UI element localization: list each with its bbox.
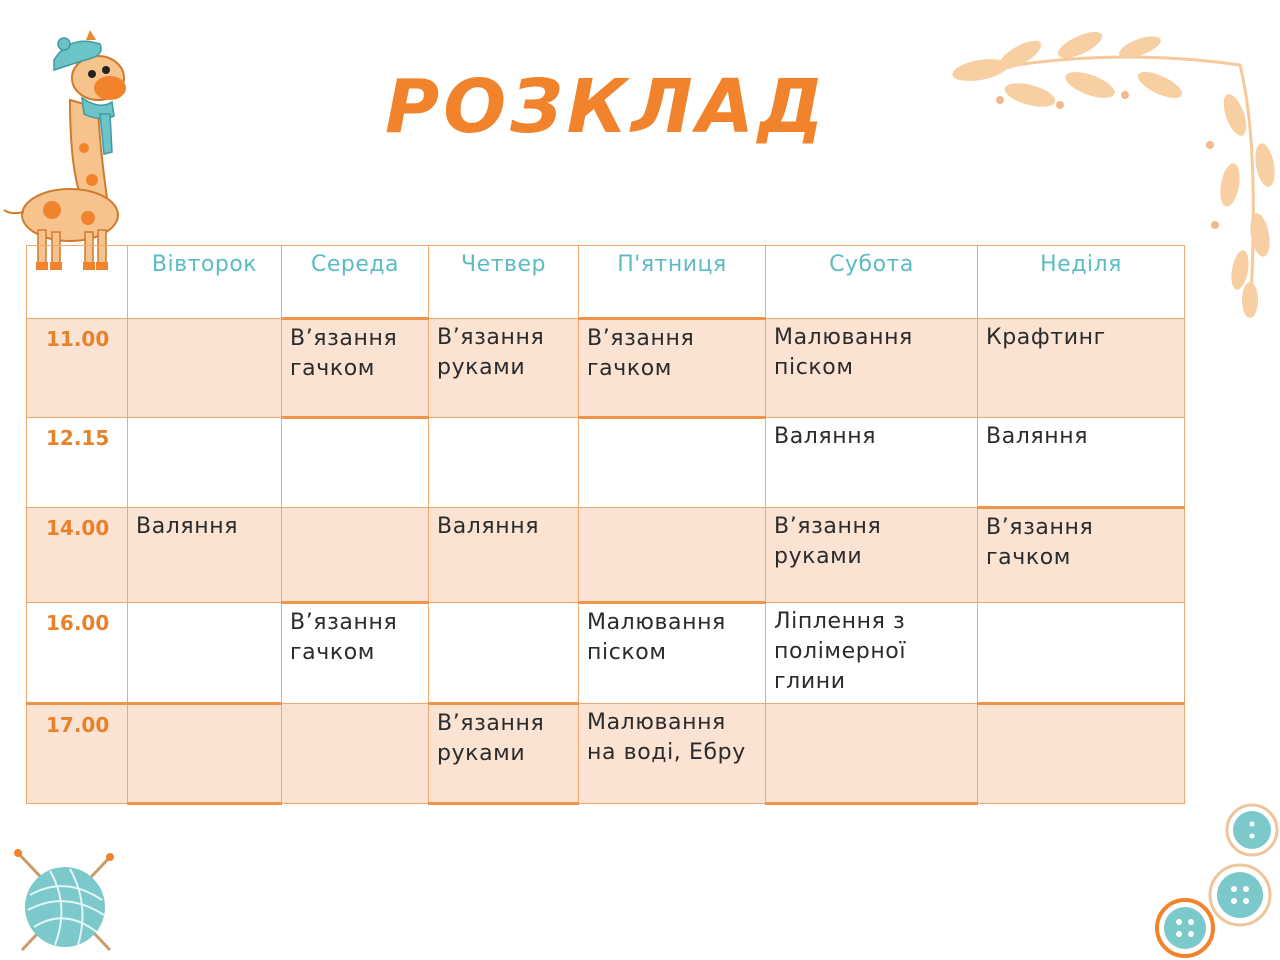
schedule-table — [26, 245, 1185, 805]
table-header-row — [27, 246, 1185, 319]
time-cell: 16.00 — [27, 603, 128, 704]
table-cell: В’язання руками — [766, 508, 978, 603]
header-saturday: Субота — [766, 246, 978, 319]
table-cell — [579, 508, 766, 603]
table-cell: Валяння — [766, 418, 978, 508]
time-cell: 14.00 — [27, 508, 128, 603]
table-cell — [429, 603, 579, 704]
table-cell: Крафтинг — [978, 319, 1185, 418]
header-corner — [27, 246, 128, 319]
table-cell: В’язання гачком — [282, 603, 429, 704]
page-title: РОЗКЛАД — [385, 64, 828, 150]
table-cell: Малювання піском — [766, 319, 978, 418]
table-cell: В’язання гачком — [978, 508, 1185, 603]
time-cell: 17.00 — [27, 704, 128, 804]
table-cell: В’язання руками — [429, 319, 579, 418]
sewing-buttons-icon — [1150, 800, 1280, 960]
table-cell — [766, 704, 978, 804]
table-cell: В’язання руками — [429, 704, 579, 804]
table-cell: В’язання гачком — [282, 319, 429, 418]
table-cell: Ліплення з полімерної глини — [766, 603, 978, 704]
table-cell: В’язання гачком — [579, 319, 766, 418]
header-wednesday: Середа — [282, 246, 429, 319]
table-cell — [128, 418, 282, 508]
table-row — [27, 508, 1185, 603]
table-cell — [579, 418, 766, 508]
table-cell: Валяння — [978, 418, 1185, 508]
table-cell: Валяння — [128, 508, 282, 603]
time-cell: 12.15 — [27, 418, 128, 508]
table-cell — [282, 508, 429, 603]
table-cell: Малювання на воді, Ебру — [579, 704, 766, 804]
table-cell — [128, 704, 282, 804]
table-cell: Валяння — [429, 508, 579, 603]
header-thursday: Четвер — [429, 246, 579, 319]
table-cell — [429, 418, 579, 508]
header-sunday: Неділя — [978, 246, 1185, 319]
table-cell: Малювання піском — [579, 603, 766, 704]
yarn-ball-icon — [10, 845, 120, 955]
table-cell — [978, 603, 1185, 704]
table-cell — [282, 418, 429, 508]
header-tuesday: Вівторок — [128, 246, 282, 319]
table-row — [27, 319, 1185, 418]
table-cell — [128, 319, 282, 418]
table-cell — [282, 704, 429, 804]
table-row — [27, 704, 1185, 804]
time-cell: 11.00 — [27, 319, 128, 418]
table-cell — [978, 704, 1185, 804]
giraffe-illustration — [0, 30, 140, 275]
table-cell — [128, 603, 282, 704]
header-friday: П'ятниця — [579, 246, 766, 319]
table-row — [27, 418, 1185, 508]
table-row — [27, 603, 1185, 704]
